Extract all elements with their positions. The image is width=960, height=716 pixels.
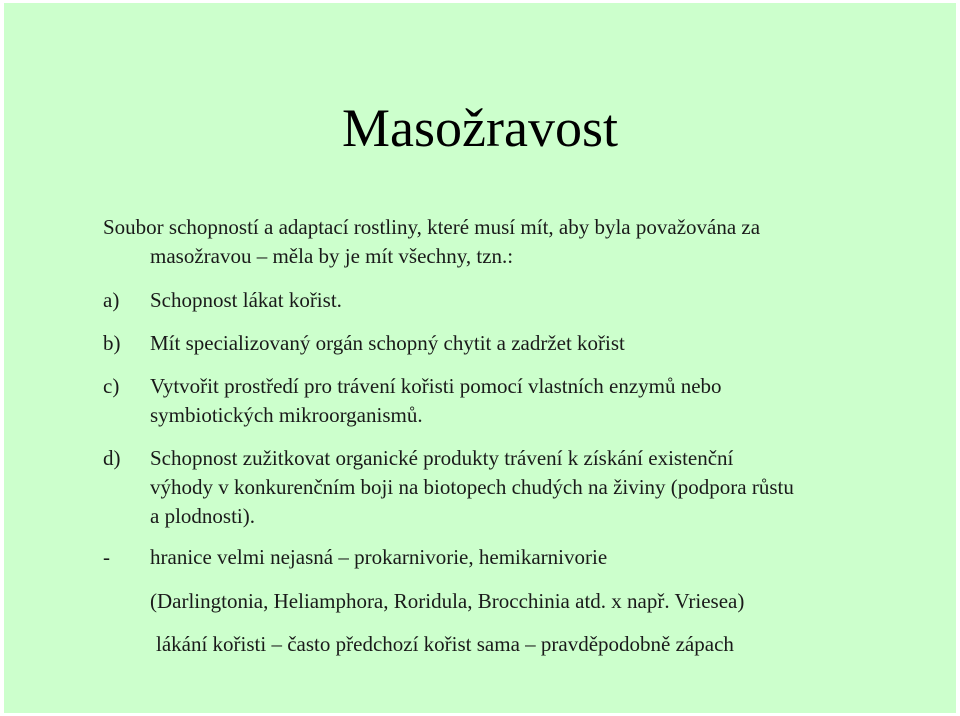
list-item-c-line-2: symbiotických mikroorganismů. (150, 403, 423, 427)
list-marker-b: b) (103, 331, 121, 355)
list-item-c-text (150, 372, 930, 430)
slide (4, 3, 956, 713)
list-item-d-line-1: Schopnost zužitkovat organické produkty trávení k získání existenční (150, 446, 734, 470)
list-marker-d: d) (103, 446, 121, 470)
list-item-d-text (150, 444, 930, 531)
list-marker-c: c) (103, 374, 120, 398)
list-item-d-line-2: výhody v konkurenčním boji na biotopech chudých na živiny (podpora růstu (150, 475, 794, 499)
note-line: hranice velmi nejasná – prokarnivorie, hemikarnivorie (150, 545, 608, 569)
list-item-b-text (150, 329, 930, 358)
examples-line: (Darlingtonia, Heliamphora, Roridula, Brocchinia atd. x např. Vriesea) (150, 589, 745, 613)
intro-paragraph (103, 213, 933, 271)
intro-line-2: masožravou – měla by je mít všechny, tzn.: (150, 244, 514, 268)
intro-line-1: Soubor schopností a adaptací rostliny, které musí mít, aby byla považována za (103, 215, 761, 239)
note-marker: - (103, 545, 110, 569)
list-item-a-line-1: Schopnost lákat kořist. (150, 288, 342, 312)
lure-line: lákání kořisti – často předchozí kořist sama – pravděpodobně zápach (156, 632, 734, 656)
note-text (150, 543, 930, 572)
list-item-a-text (150, 286, 930, 315)
slide-title: Masožravost (342, 98, 618, 158)
list-item-d-line-3: a plodnosti). (150, 504, 255, 528)
list-item-b-line-1: Mít specializovaný orgán schopný chytit a zadržet kořist (150, 331, 625, 355)
list-marker-a: a) (103, 288, 120, 312)
list-item-c-line-1: Vytvořit prostředí pro trávení kořisti pomocí vlastních enzymů nebo (150, 374, 722, 398)
